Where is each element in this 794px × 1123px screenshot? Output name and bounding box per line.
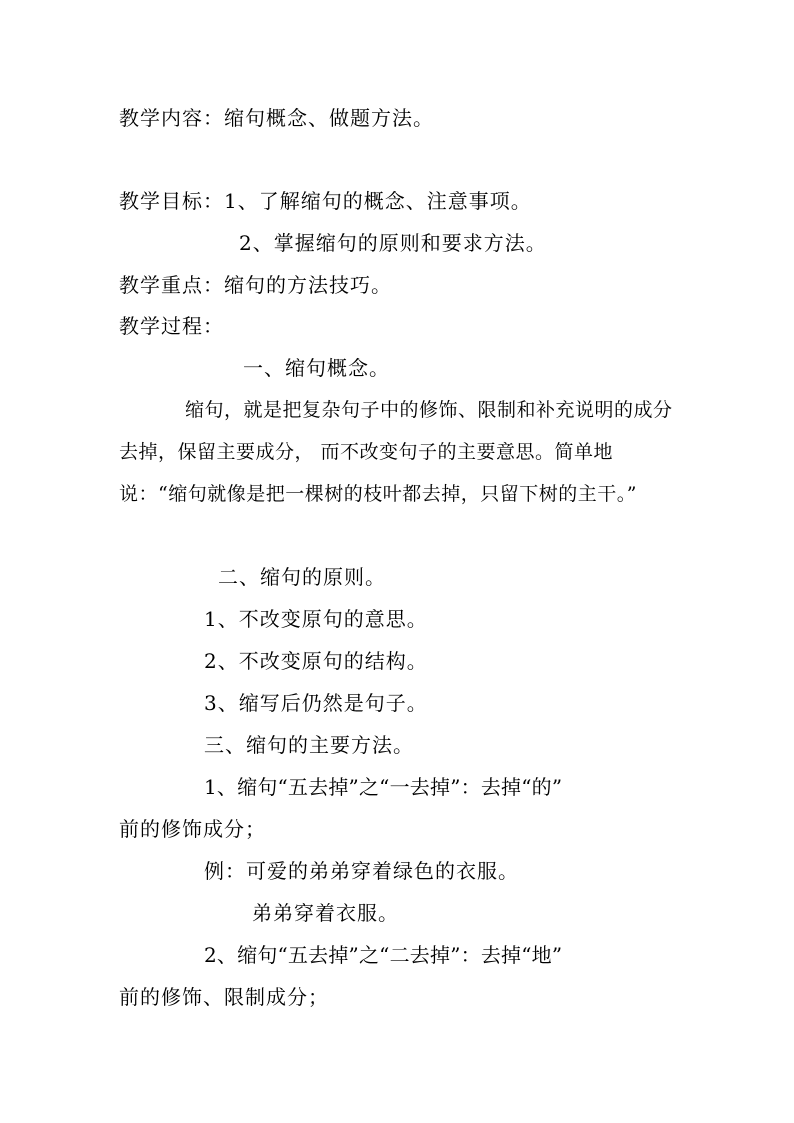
section-1-paragraph-text: 缩句，就是把复杂句子中的修饰、限制和补充说明的成分去掉，保留主要成分， 而不改变句子的主要意思。简单地说：“缩句就像是把一棵树的枝叶都去掉，只留下树的主干。”: [119, 399, 673, 505]
example-1: 例：可爱的弟弟穿着绿色的衣服。: [204, 859, 519, 883]
teaching-process-heading: 教学过程：: [119, 314, 224, 338]
teaching-key-point: 教学重点：缩句的方法技巧。: [119, 273, 392, 297]
method-1-line-2: 前的修饰成分；: [119, 817, 266, 841]
principle-item-3: 3、缩写后仍然是句子。: [204, 691, 428, 715]
teaching-content: 教学内容：缩句概念、做题方法。: [119, 106, 434, 130]
principle-item-1: 1、不改变原句的意思。: [204, 607, 428, 631]
method-1-line-1: 1、缩句“五去掉”之“一去掉”：去掉“的”: [204, 775, 563, 799]
section-2-heading: 二、缩句的原则。: [218, 565, 386, 589]
principle-item-2: 2、不改变原句的结构。: [204, 649, 428, 673]
example-1-result: 弟弟穿着衣服。: [252, 901, 399, 925]
method-2-line-1: 2、缩句“五去掉”之“二去掉”：去掉“地”: [204, 943, 563, 967]
teaching-objective-1: 教学目标：1、了解缩句的概念、注意事项。: [119, 189, 532, 213]
section-3-heading: 三、缩句的主要方法。: [204, 733, 414, 757]
section-1-heading: 一、缩句概念。: [243, 356, 390, 380]
teaching-objective-2: 2、掌握缩句的原则和要求方法。: [239, 231, 547, 255]
section-1-paragraph: [119, 389, 679, 515]
method-2-line-2: 前的修饰、限制成分；: [119, 985, 329, 1009]
